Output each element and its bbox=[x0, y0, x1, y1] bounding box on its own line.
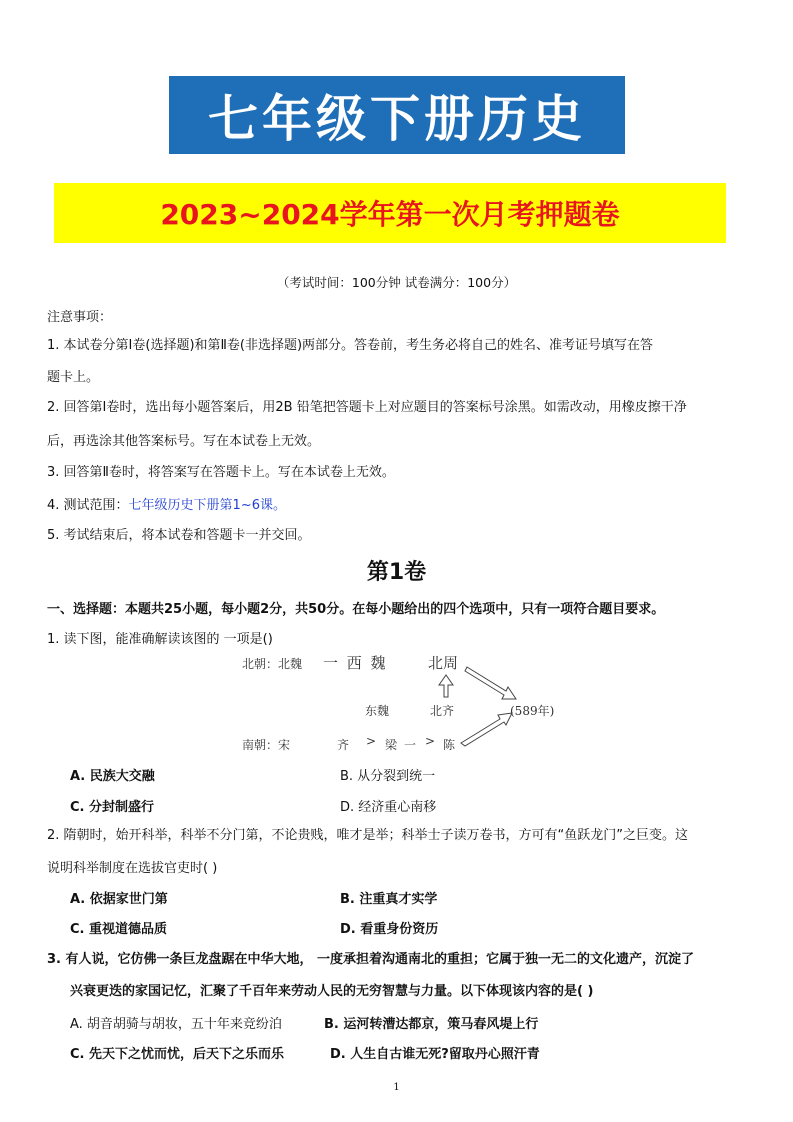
note-4 bbox=[47, 494, 286, 513]
diag-arrow-down-icon bbox=[465, 667, 516, 699]
q3-stem-line1: 3. 有人说，它仿佛一条巨龙盘踞在中华大地， 一度承担着沟通南北的重担；它属于独一无二的文化遗产，沉淀了 bbox=[47, 952, 695, 967]
q1-option-c: C. 分封制盛行 bbox=[70, 800, 155, 815]
diagram-arrow-1: > bbox=[366, 734, 377, 748]
subtitle-banner bbox=[54, 183, 726, 243]
exam-info: （考试时间：100分钟 试卷满分：100分） bbox=[276, 275, 517, 290]
q2-option-c: C. 重视道德品质 bbox=[70, 922, 168, 937]
q2-stem-line1: 2. 隋朝时，始开科举，科举不分门第，不论贵贱，唯才是举；科举士子读万卷书，方可有“鱼跃龙门”之巨变。这 bbox=[47, 828, 689, 843]
note-2-line1: 2. 回答第Ⅰ卷时，选出每小题答案后，用2B 铅笔把答题卡上对应题目的答案标号涂黑。如需改动，用橡皮擦干净 bbox=[47, 400, 687, 415]
diagram-liang: 梁 bbox=[385, 738, 398, 752]
q1-option-a: A. 民族大交融 bbox=[70, 769, 155, 784]
doc-subtitle: 2023~2024学年第一次月考押题卷 bbox=[160, 198, 620, 231]
q2-option-d: D. 看重身份资历 bbox=[340, 922, 439, 937]
q2-option-b: B. 注重真才实学 bbox=[340, 892, 438, 907]
section-title: 第1卷 bbox=[366, 560, 427, 585]
q3-option-b: B. 运河转漕达都京，策马春风堤上行 bbox=[324, 1017, 539, 1032]
diagram-south-label: 南朝：宋 bbox=[242, 738, 291, 752]
q3-option-a: A. 胡音胡骑与胡妆，五十年来竞纷泊 bbox=[70, 1017, 282, 1032]
note-1-line2: 题卡上。 bbox=[47, 370, 100, 385]
note-4-scope: 七年级历史下册第1~6课。 bbox=[128, 498, 286, 513]
diagram-northern-qi: 北齐 bbox=[430, 704, 455, 718]
diagram-year: (589年) bbox=[510, 704, 555, 718]
note-4-prefix: 4. 测试范围： bbox=[47, 498, 129, 513]
diagram-north-label: 北朝：北魏 bbox=[242, 657, 303, 671]
q3-option-d: D. 人生自古谁无死?留取丹心照汗青 bbox=[330, 1047, 540, 1062]
note-5: 5. 考试结束后，将本试卷和答题卡一并交回。 bbox=[47, 528, 311, 543]
q2-stem-line2: 说明科举制度在选拔官吏时( ) bbox=[47, 861, 218, 876]
section-instructions: 一、选择题：本题共25小题，每小题2分，共50分。在每小题给出的四个选项中，只有一项符合题目要求。 bbox=[47, 602, 665, 617]
q3-option-c: C. 先天下之忧而忧，后天下之乐而乐 bbox=[70, 1047, 285, 1062]
note-2-line2: 后，再选涂其他答案标号。写在本试卷上无效。 bbox=[47, 434, 321, 449]
q3-stem-line2: 兴衰更迭的家国记忆，汇聚了千百年来劳动人民的无穷智慧与力量。以下体现该内容的是( ) bbox=[70, 984, 594, 999]
title-banner bbox=[169, 76, 625, 154]
notes-heading: 注意事项： bbox=[47, 310, 113, 325]
diagram-northern-zhou: 北周 bbox=[428, 654, 459, 672]
diag-arrow-up-icon bbox=[461, 713, 512, 746]
diagram-western-wei: 一 西 魏 bbox=[323, 654, 388, 672]
diagram-arrow-2: > bbox=[425, 734, 436, 748]
diagram-dash: 一 bbox=[404, 738, 417, 752]
page-number: 1 bbox=[393, 1082, 400, 1093]
q1-option-b: B. 从分裂到统一 bbox=[340, 769, 436, 784]
doc-title: 七年级下册历史 bbox=[208, 90, 586, 148]
up-arrow-icon bbox=[439, 675, 453, 697]
q1-option-d: D. 经济重心南移 bbox=[340, 800, 437, 815]
diagram-qi: 齐 bbox=[337, 738, 350, 752]
q2-option-a: A. 依据家世门第 bbox=[70, 892, 168, 907]
diagram-eastern-wei: 东魏 bbox=[365, 704, 390, 718]
diagram-arrows bbox=[230, 645, 570, 760]
note-3: 3. 回答第Ⅱ卷时，将答案写在答题卡上。写在本试卷上无效。 bbox=[47, 465, 395, 480]
dynasty-diagram bbox=[230, 645, 570, 760]
q1-stem: 1. 读下图，能准确解读该图的 一项是() bbox=[47, 632, 273, 647]
note-1-line1: 1. 本试卷分第Ⅰ卷(选择题)和第Ⅱ卷(非选择题)两部分。答卷前，考生务必将自己的姓名、准考证号填写在答 bbox=[47, 338, 654, 353]
diagram-chen: 陈 bbox=[443, 738, 456, 752]
